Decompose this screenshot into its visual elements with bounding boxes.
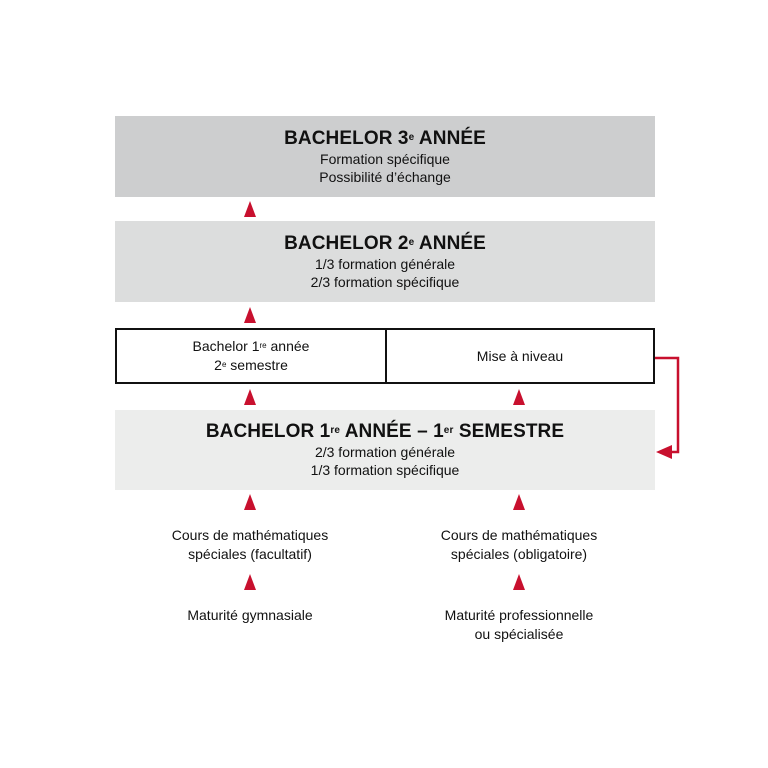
bachelor-year3-box: [115, 116, 655, 197]
arrow-up-icon: [513, 389, 525, 405]
semester2-line1: Bachelor 1re année: [192, 338, 310, 354]
semester2-line2: 2e semestre: [214, 357, 288, 373]
math-course-optional-line1: Cours de mathématiques: [171, 527, 329, 543]
math-course-mandatory-line2: spéciales (obligatoire): [450, 546, 588, 562]
mise-a-niveau-cell: [387, 330, 653, 382]
math-course-mandatory: [399, 526, 639, 564]
maturite-gymnasiale-label: Maturité gymnasiale: [187, 607, 313, 623]
maturite-gymnasiale: [130, 606, 370, 625]
bachelor-year1-title: BACHELOR 1re ANNÉE – 1er SEMESTRE: [205, 421, 565, 442]
bachelor-year1-line1: 2/3 formation générale: [314, 444, 456, 460]
arrow-up-icon: [513, 494, 525, 510]
maturite-professionnelle: [399, 606, 639, 644]
bachelor-year2-box: [115, 221, 655, 302]
bachelor-year2-line1: 1/3 formation générale: [314, 255, 456, 272]
arrow-up-icon: [244, 389, 256, 405]
math-course-mandatory-line1: Cours de mathématiques: [440, 527, 598, 543]
bachelor-year1-semester1-box: [115, 410, 655, 490]
arrow-up-icon: [513, 574, 525, 590]
bachelor-year3-title: BACHELOR 3e ANNÉE: [284, 127, 486, 149]
bachelor-year3-line2: Possibilité d’échange: [319, 168, 451, 185]
bachelor-year3-line1: Formation spécifique: [320, 150, 450, 167]
arrow-up-icon: [244, 201, 256, 217]
maturite-professionnelle-line2: ou spécialisée: [474, 626, 564, 642]
bachelor-year2-title: BACHELOR 2e ANNÉE: [284, 232, 486, 254]
arrow-up-icon: [244, 494, 256, 510]
bachelor-year2-line2: 2/3 formation spécifique: [310, 273, 460, 290]
bachelor-year1-line2: 1/3 formation spécifique: [310, 462, 460, 478]
arrow-up-icon: [244, 307, 256, 323]
math-course-optional: [130, 526, 370, 564]
mise-a-niveau-label: Mise à niveau: [476, 347, 564, 364]
arrow-up-icon: [244, 574, 256, 590]
split-row: [115, 328, 655, 384]
math-course-optional-line2: spéciales (facultatif): [188, 546, 312, 562]
maturite-professionnelle-line1: Maturité professionnelle: [444, 607, 594, 623]
bachelor-year1-semester2-cell: [117, 330, 387, 382]
